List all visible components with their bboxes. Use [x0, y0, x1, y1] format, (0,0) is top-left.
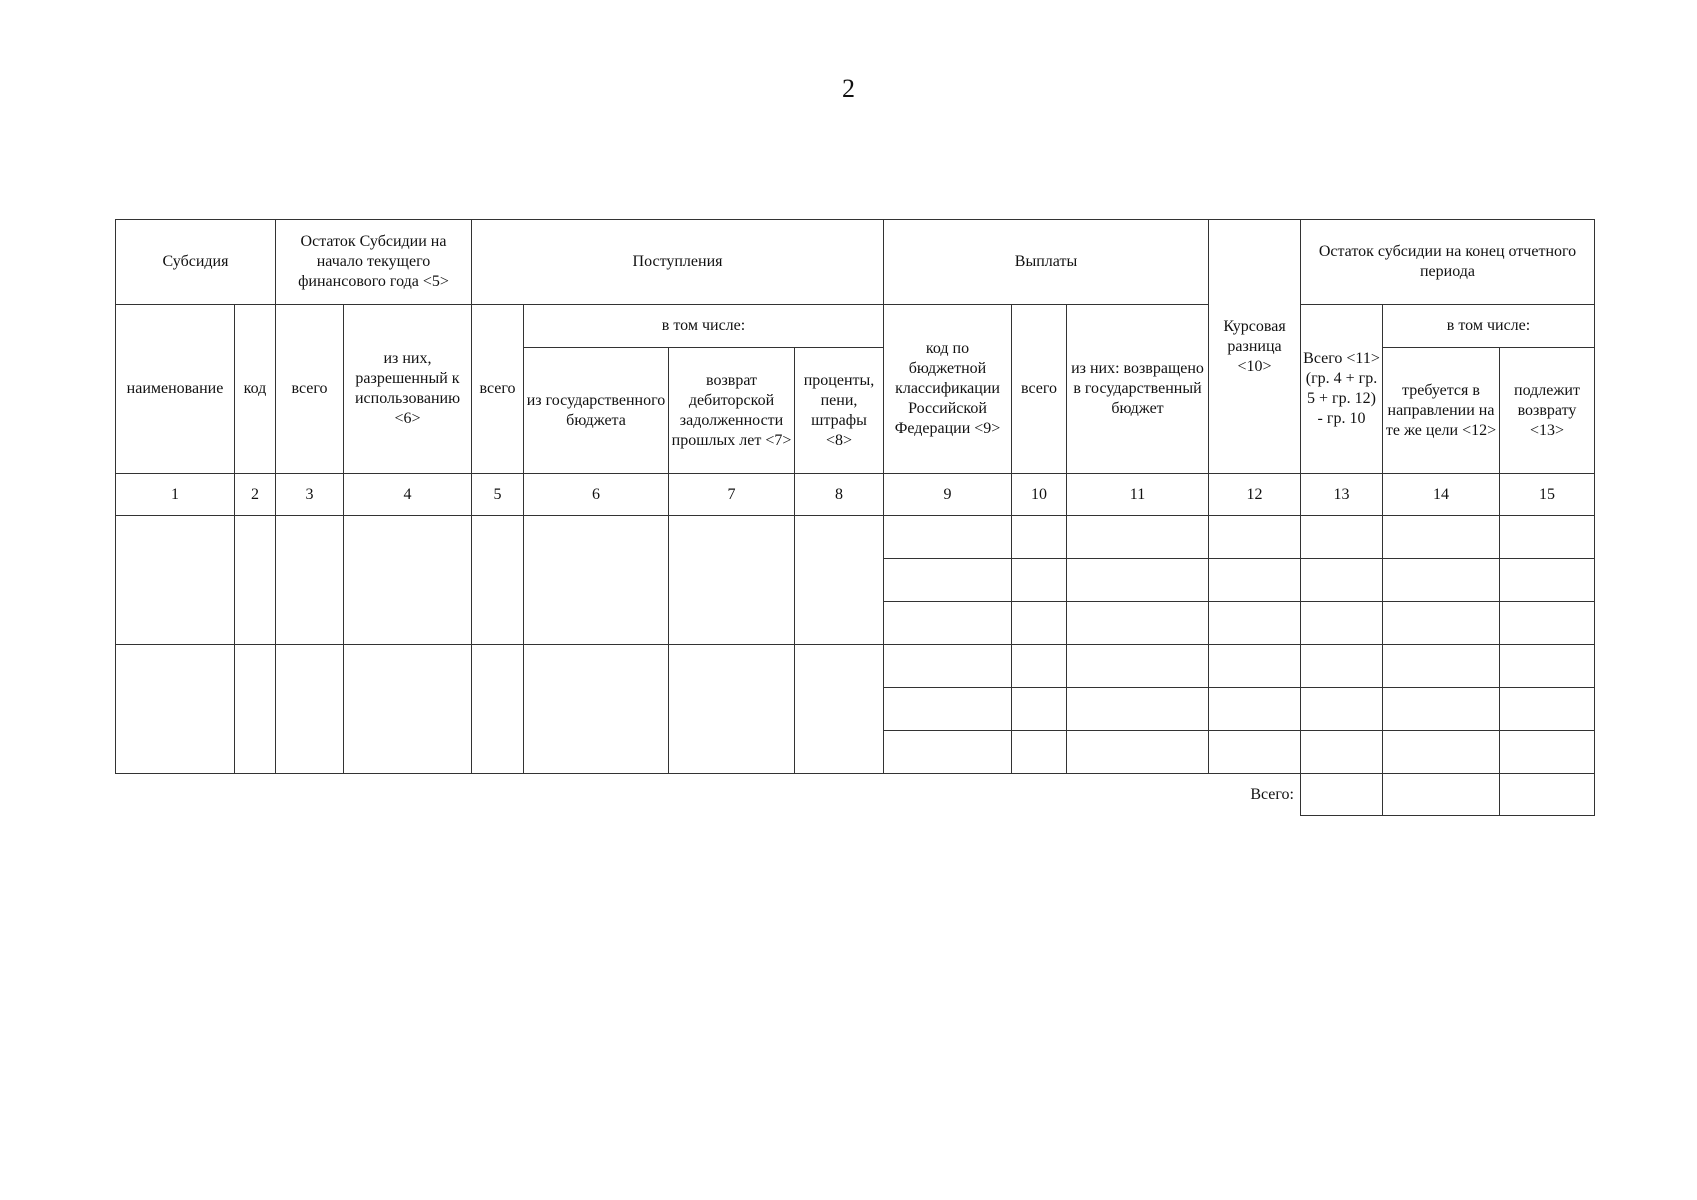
total-row — [116, 774, 1595, 816]
empty-cell — [1209, 602, 1301, 645]
empty-cell — [1383, 516, 1500, 559]
empty-cell — [1012, 559, 1067, 602]
empty-cell — [524, 645, 669, 774]
empty-cell — [116, 516, 235, 645]
column-number: 1 — [116, 474, 235, 516]
column-number: 10 — [1012, 474, 1067, 516]
empty-cell — [1383, 731, 1500, 774]
col-receivables-return-header: возврат дебиторской задолженности прошлых лет <7> — [669, 348, 795, 474]
empty-cell — [1012, 688, 1067, 731]
column-number: 14 — [1383, 474, 1500, 516]
col-budget-code-header: код по бюджетной классификации Российской Федерации <9> — [884, 305, 1012, 474]
empty-cell — [1500, 645, 1595, 688]
empty-cell — [795, 645, 884, 774]
empty-cell — [1301, 731, 1383, 774]
empty-cell — [1301, 559, 1383, 602]
closing-including-header: в том числе: — [1383, 305, 1595, 348]
empty-cell — [524, 516, 669, 645]
empty-cell — [1012, 516, 1067, 559]
total-cell — [1301, 774, 1383, 816]
column-number: 15 — [1500, 474, 1595, 516]
empty-cell — [235, 645, 276, 774]
col-name-header: наименование — [116, 305, 235, 474]
empty-cell — [1067, 516, 1209, 559]
empty-cell — [1067, 731, 1209, 774]
empty-cell — [1012, 731, 1067, 774]
empty-cell — [884, 645, 1012, 688]
col-receipts-total-header: всего — [472, 305, 524, 474]
empty-cell — [1383, 559, 1500, 602]
col-code-header: код — [235, 305, 276, 474]
column-number: 11 — [1067, 474, 1209, 516]
total-label: Всего: — [1250, 785, 1294, 803]
header-closing-balance: Остаток субсидии на конец отчетного периода — [1301, 220, 1595, 305]
empty-cell — [1012, 645, 1067, 688]
header-exchange-difference: Курсовая разница <10> — [1209, 220, 1301, 474]
empty-cell — [1209, 516, 1301, 559]
total-cell — [1500, 774, 1595, 816]
empty-cell — [1383, 688, 1500, 731]
empty-cell — [276, 516, 344, 645]
empty-cell — [1500, 602, 1595, 645]
col-opening-allowed-header: из них, разрешенный к использованию <6> — [344, 305, 472, 474]
col-payments-total-header: всего — [1012, 305, 1067, 474]
table-row — [116, 645, 1595, 688]
col-to-return-header: подлежит возврату <13> — [1500, 348, 1595, 474]
col-interest-fines-header: проценты, пени, штрафы <8> — [795, 348, 884, 474]
empty-cell — [1500, 731, 1595, 774]
empty-cell — [1301, 602, 1383, 645]
empty-cell — [1012, 602, 1067, 645]
empty-cell — [884, 688, 1012, 731]
empty-cell — [1383, 602, 1500, 645]
empty-cell — [884, 731, 1012, 774]
column-number: 9 — [884, 474, 1012, 516]
empty-cell — [1067, 602, 1209, 645]
empty-cell — [235, 516, 276, 645]
empty-cell — [884, 559, 1012, 602]
column-number: 2 — [235, 474, 276, 516]
empty-cell — [1209, 731, 1301, 774]
empty-cell — [116, 645, 235, 774]
receipts-including-header: в том числе: — [524, 305, 884, 348]
empty-cell — [276, 645, 344, 774]
header-opening-balance: Остаток Субсидии на начало текущего финансового года <5> — [276, 220, 472, 305]
column-number: 8 — [795, 474, 884, 516]
table-row — [116, 516, 1595, 559]
col-same-purpose-header: требуется в направлении на те же цели <12> — [1383, 348, 1500, 474]
column-number: 7 — [669, 474, 795, 516]
subsidy-report-table — [115, 219, 1595, 816]
col-state-budget-header: из государственного бюджета — [524, 348, 669, 474]
empty-cell — [472, 516, 524, 645]
empty-cell — [884, 602, 1012, 645]
empty-cell — [344, 516, 472, 645]
column-number: 4 — [344, 474, 472, 516]
column-number: 3 — [276, 474, 344, 516]
empty-cell — [1500, 559, 1595, 602]
column-number: 6 — [524, 474, 669, 516]
header-subsidy: Субсидия — [116, 220, 276, 305]
empty-cell — [669, 645, 795, 774]
empty-cell — [1383, 645, 1500, 688]
col-closing-total-header: Всего <11> (гр. 4 + гр. 5 + гр. 12) - гр. 10 — [1301, 305, 1383, 474]
total-cell — [1383, 774, 1500, 816]
empty-cell — [344, 645, 472, 774]
empty-cell — [884, 516, 1012, 559]
empty-cell — [1067, 645, 1209, 688]
page-number: 2 — [842, 74, 855, 103]
empty-cell — [1500, 688, 1595, 731]
col-payments-returned-header: из них: возвращено в государственный бюджет — [1067, 305, 1209, 474]
column-number: 5 — [472, 474, 524, 516]
empty-cell — [472, 645, 524, 774]
empty-cell — [1067, 688, 1209, 731]
col-opening-total-header: всего — [276, 305, 344, 474]
header-payments: Выплаты — [884, 220, 1209, 305]
column-number: 12 — [1209, 474, 1301, 516]
empty-cell — [1209, 645, 1301, 688]
empty-cell — [795, 516, 884, 645]
empty-cell — [1301, 516, 1383, 559]
column-numbers-row — [116, 474, 1595, 516]
empty-cell — [1067, 559, 1209, 602]
empty-cell — [1301, 688, 1383, 731]
empty-cell — [669, 516, 795, 645]
column-number: 13 — [1301, 474, 1383, 516]
empty-cell — [1209, 559, 1301, 602]
empty-cell — [1301, 645, 1383, 688]
empty-cell — [1500, 516, 1595, 559]
header-receipts: Поступления — [472, 220, 884, 305]
empty-cell — [1209, 688, 1301, 731]
